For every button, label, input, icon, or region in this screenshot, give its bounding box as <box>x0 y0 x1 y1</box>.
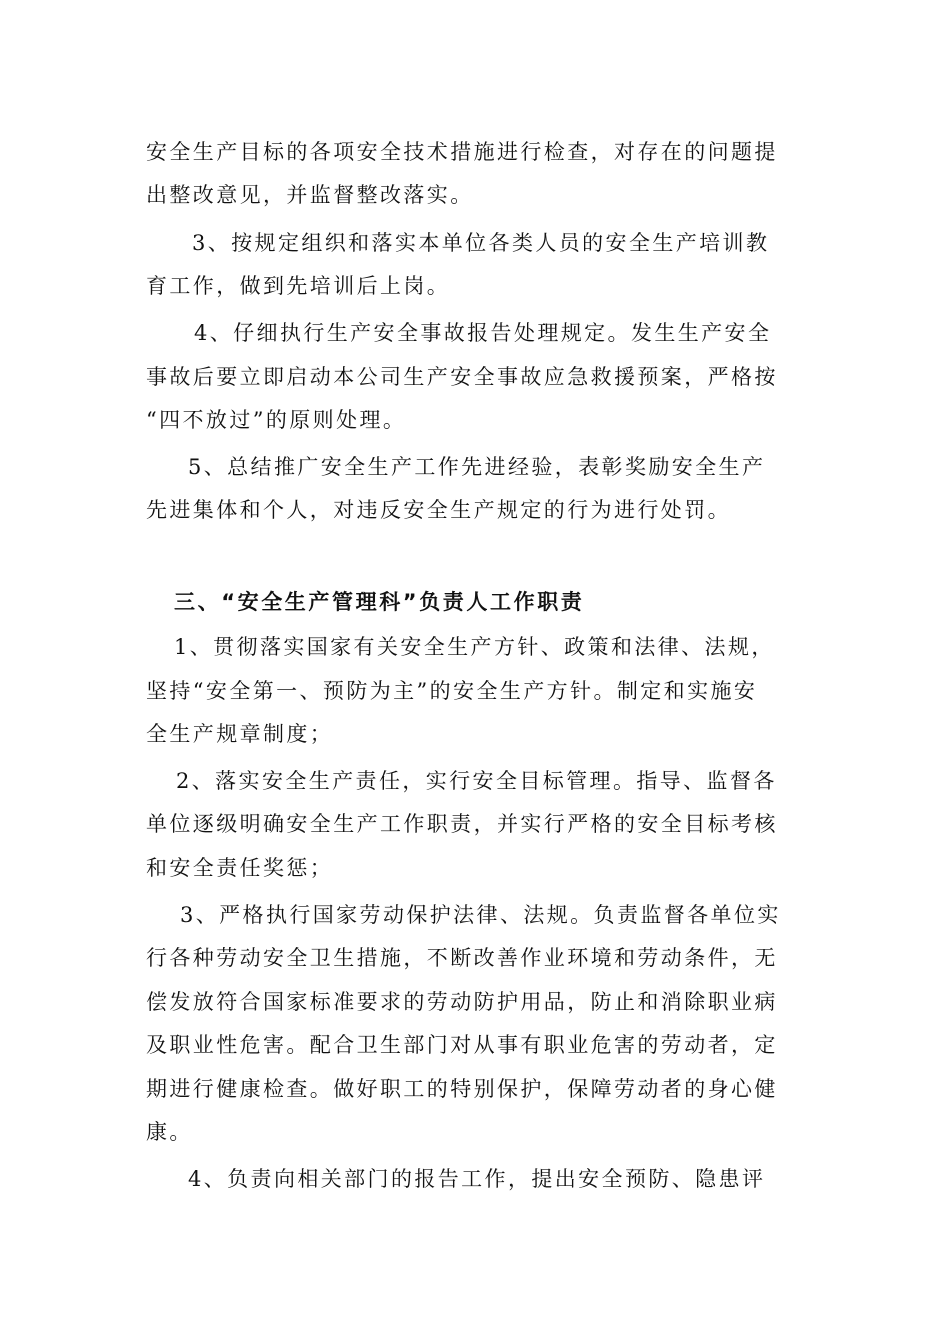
duty-4-line: 4、负责向相关部门的报告工作，提出安全预防、隐患评 <box>188 1167 766 1191</box>
duty-3-line: 康。 <box>146 1120 193 1144</box>
item-4-line: 4、仔细执行生产安全事故报告处理规定。发生生产安全 <box>194 321 772 345</box>
paragraph-line: 安全生产目标的各项安全技术措施进行检查，对存在的问题提 <box>146 140 778 164</box>
duty-2-line: 单位逐级明确安全生产工作职责，并实行严格的安全目标考核 <box>146 812 778 836</box>
duty-1-line: 1、贯彻落实国家有关安全生产方针、政策和法律、法规， <box>174 635 775 659</box>
item-3-line: 育工作，做到先培训后上岗。 <box>146 274 451 298</box>
duty-3-line: 3、严格执行国家劳动保护法律、法规。负责监督各单位实 <box>180 903 781 927</box>
item-3-line: 3、按规定组织和落实本单位各类人员的安全生产培训教 <box>192 231 770 255</box>
duty-1-line: 坚持“安全第一、预防为主”的安全生产方针。制定和实施安 <box>146 679 758 703</box>
item-5-line: 5、总结推广安全生产工作先进经验，表彰奖励安全生产 <box>188 455 766 479</box>
duty-2-line: 和安全责任奖惩； <box>146 856 334 880</box>
item-5-line: 先进集体和个人，对违反安全生产规定的行为进行处罚。 <box>146 498 731 522</box>
duty-3-line: 行各种劳动安全卫生措施，不断改善作业环境和劳动条件，无 <box>146 946 778 970</box>
duty-1-line: 全生产规章制度； <box>146 722 334 746</box>
section-heading: 三、“安全生产管理科”负责人工作职责 <box>174 590 585 614</box>
item-4-line: “四不放过”的原则处理。 <box>146 408 407 432</box>
duty-3-line: 偿发放符合国家标准要求的劳动防护用品，防止和消除职业病 <box>146 990 778 1014</box>
item-4-line: 事故后要立即启动本公司生产安全事故应急救援预案，严格按 <box>146 365 778 389</box>
duty-3-line: 及职业性危害。配合卫生部门对从事有职业危害的劳动者，定 <box>146 1033 778 1057</box>
paragraph-line: 出整改意见，并监督整改落实。 <box>146 183 474 207</box>
duty-2-line: 2、落实安全生产责任，实行安全目标管理。指导、监督各 <box>176 769 777 793</box>
duty-3-line: 期进行健康检查。做好职工的特别保护，保障劳动者的身心健 <box>146 1077 778 1101</box>
